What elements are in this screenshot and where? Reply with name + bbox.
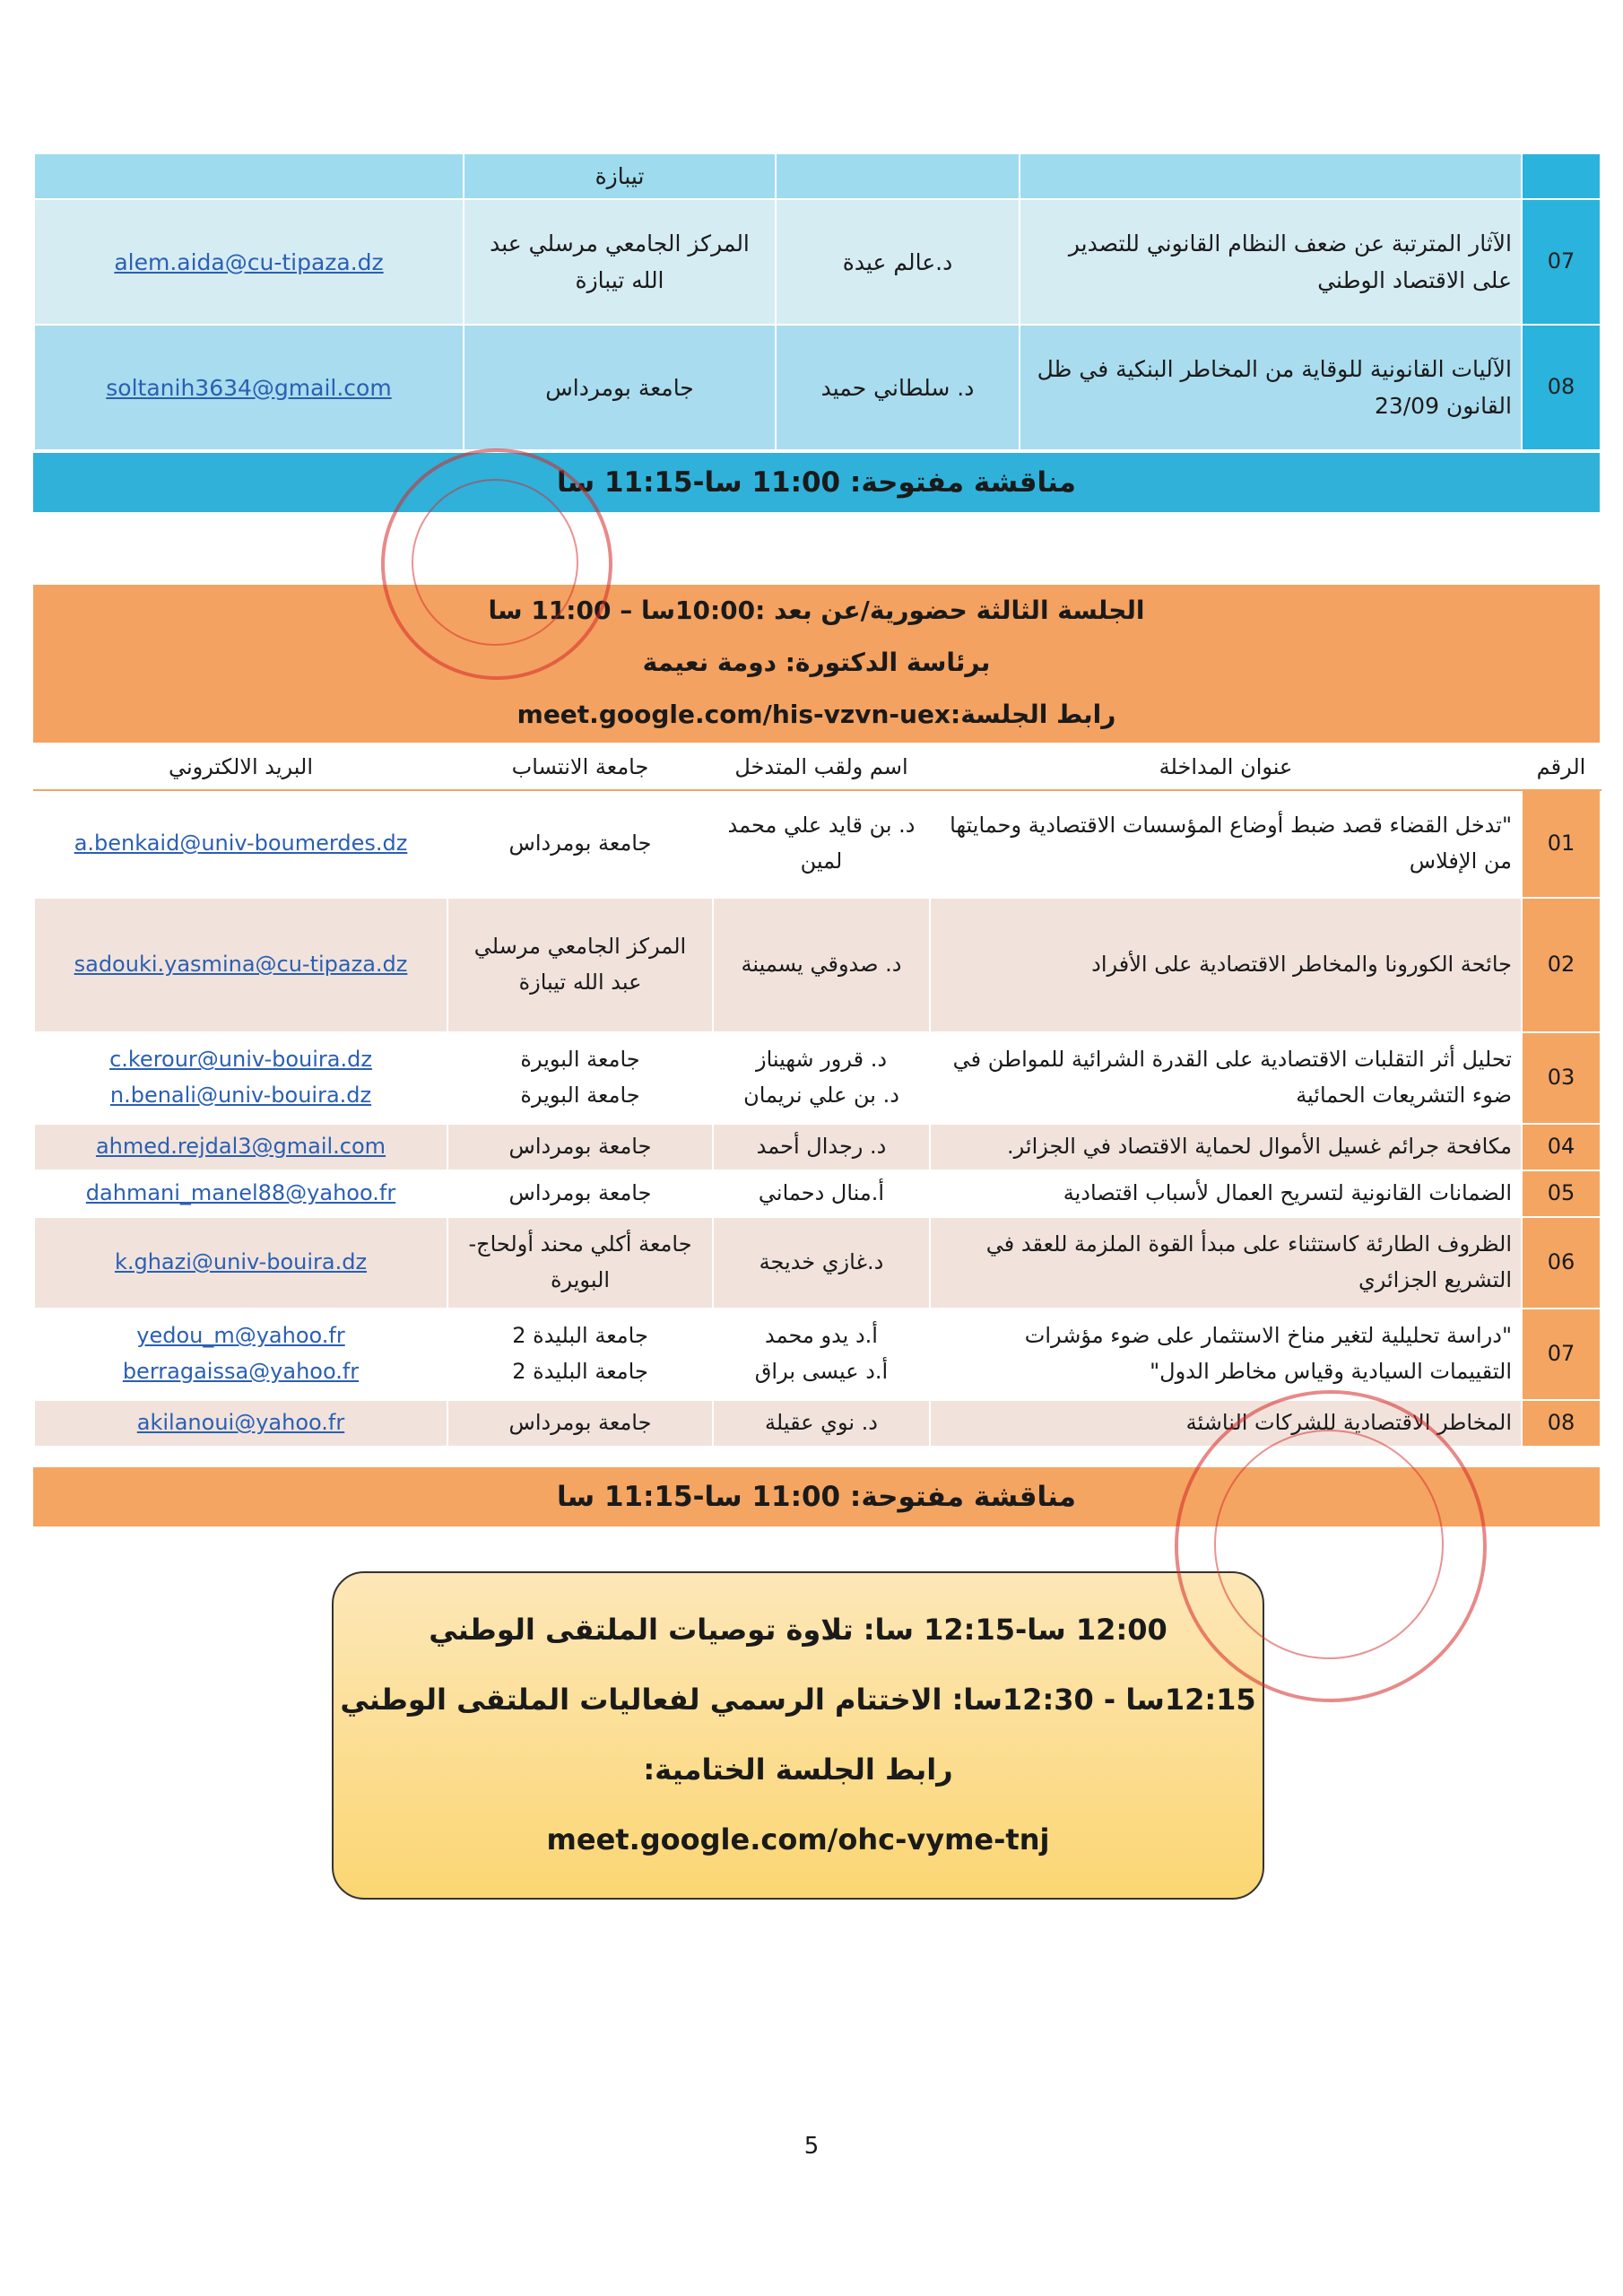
speaker-name: د. قرور شهيناز د. بن علي نريمان <box>713 1032 930 1124</box>
email-cell <box>34 325 464 450</box>
row-number: 03 <box>1522 1032 1601 1124</box>
speaker-name: د. سلطاني حميد <box>776 325 1020 450</box>
speaker-name <box>776 153 1020 199</box>
row-number: 07 <box>1522 1309 1601 1400</box>
affiliation: جامعة بومرداس <box>447 790 713 898</box>
speaker-name: د.غازي خديجة <box>713 1217 930 1309</box>
affiliation: جامعة بومرداس <box>464 325 776 450</box>
email-cell <box>34 1124 447 1170</box>
email-link[interactable]: a.benkaid@univ-boumerdes.dz <box>74 831 408 857</box>
closing-session-box <box>332 1571 1264 1900</box>
affiliation: جامعة البويرة جامعة البويرة <box>447 1032 713 1124</box>
session-link[interactable]: رابط الجلسة:meet.google.com/his-vzvn-uex <box>516 700 1116 729</box>
official-stamp-2 <box>1175 1390 1487 1702</box>
header-title: عنوان المداخلة <box>930 745 1522 790</box>
table-header-row <box>34 745 1601 790</box>
email-link[interactable]: sadouki.yasmina@cu-tipaza.dz <box>74 952 408 978</box>
closing-line-ceremony: 12:15سا - 12:30سا: الاختتام الرسمي لفعاليات الملتقى الوطني <box>340 1683 1256 1717</box>
talk-title: مكافحة جرائم غسيل الأموال لحماية الاقتصاد في الجزائر. <box>930 1124 1522 1170</box>
affiliation: جامعة بومرداس <box>447 1170 713 1217</box>
talk-title: الضمانات القانونية لتسريح العمال لأسباب اقتصادية <box>930 1170 1522 1217</box>
closing-link[interactable]: meet.google.com/ohc-vyme-tnj <box>546 1822 1050 1857</box>
affiliation: تيبازة <box>464 153 776 199</box>
email-cell <box>34 1400 447 1447</box>
speaker-name: د. صدوقي يسمينة <box>713 898 930 1032</box>
email-link[interactable]: dahmani_manel88@yahoo.fr <box>85 1180 396 1206</box>
email-link[interactable]: k.ghazi@univ-bouira.dz <box>114 1249 368 1275</box>
row-number: 05 <box>1522 1170 1601 1217</box>
talk-title: "تدخل القضاء قصد ضبط أوضاع المؤسسات الاقتصادية وحمايتها من الإفلاس <box>930 790 1522 898</box>
speaker-name: د. رجدال أحمد <box>713 1124 930 1170</box>
table-row <box>34 898 1601 1032</box>
header-number: الرقم <box>1522 745 1601 790</box>
row-number: 06 <box>1522 1217 1601 1309</box>
talk-title: الآثار المترتبة عن ضعف النظام القانوني للتصدير على الاقتصاد الوطني <box>1020 199 1522 325</box>
affiliation: جامعة بومرداس <box>447 1124 713 1170</box>
speaker-name: د.عالم عيدة <box>776 199 1020 325</box>
row-number: 08 <box>1522 325 1601 450</box>
header-affiliation: جامعة الانتساب <box>447 745 713 790</box>
speaker-name: د. نوي عقيلة <box>713 1400 930 1447</box>
closing-link-label: رابط الجلسة الختامية: <box>643 1752 953 1787</box>
talk-title: الآليات القانونية للوقاية من المخاطر البنكية في ظل القانون 23/09 <box>1020 325 1522 450</box>
talk-title: تحليل أثر التقلبات الاقتصادية على القدرة الشرائية للمواطن في ضوء التشريعات الحمائية <box>930 1032 1522 1124</box>
table-row <box>34 1124 1601 1170</box>
table-row <box>34 1032 1601 1124</box>
header-email: البريد الالكتروني <box>34 745 447 790</box>
email-link[interactable]: yedou_m@yahoo.fr <box>136 1323 345 1349</box>
email-link[interactable]: c.kerour@univ-bouira.dz <box>109 1047 372 1073</box>
session3-table <box>33 744 1601 1448</box>
email-cell <box>34 1032 447 1124</box>
row-number: 02 <box>1522 898 1601 1032</box>
table-row <box>34 790 1601 898</box>
email-cell <box>34 1217 447 1309</box>
talk-title <box>1020 153 1522 199</box>
table-row <box>34 1309 1601 1400</box>
row-number <box>1522 153 1601 199</box>
affiliation: جامعة البليدة 2 جامعة البليدة 2 <box>447 1309 713 1400</box>
official-stamp-1 <box>381 448 612 680</box>
email-link[interactable]: akilanoui@yahoo.fr <box>136 1410 345 1436</box>
email-cell <box>34 898 447 1032</box>
header-speaker: اسم ولقب المتدخل <box>713 745 930 790</box>
session-chair: برئاسة الدكتورة: دومة نعيمة <box>642 648 991 677</box>
email-cell <box>34 199 464 325</box>
table-row <box>34 1170 1601 1217</box>
table-row <box>34 1217 1601 1309</box>
session3-header <box>33 585 1600 743</box>
talk-title: المخاطر الاقتصادية للشركات الناشئة <box>930 1400 1522 1447</box>
session-title: الجلسة الثالثة حضورية/عن بعد :10:00سا – 11:00 سا <box>488 596 1145 625</box>
email <box>34 153 464 199</box>
email-link[interactable]: n.benali@univ-bouira.dz <box>109 1083 372 1108</box>
email-link[interactable]: ahmed.rejdal3@gmail.com <box>95 1134 386 1160</box>
affiliation: جامعة أكلي محند أولحاج-البويرة <box>447 1217 713 1309</box>
row-number: 01 <box>1522 790 1601 898</box>
email-cell <box>34 1170 447 1217</box>
table-row <box>34 325 1601 450</box>
email-cell <box>34 1309 447 1400</box>
email-link[interactable]: alem.aida@cu-tipaza.dz <box>114 248 384 275</box>
affiliation: المركز الجامعي مرسلي عبد الله تيبازة <box>464 199 776 325</box>
email-link[interactable]: berragaissa@yahoo.fr <box>122 1359 360 1384</box>
table-row <box>34 199 1601 325</box>
talk-title: الظروف الطارئة كاستثناء على مبدأ القوة الملزمة للعقد في التشريع الجزائري <box>930 1217 1522 1309</box>
table-row <box>34 153 1601 199</box>
speaker-name: أ.د يدو محمد أ.د عيسى براق <box>713 1309 930 1400</box>
open-discussion-banner: مناقشة مفتوحة: 11:00 سا-11:15 سا <box>33 1467 1600 1526</box>
open-discussion-banner: مناقشة مفتوحة: 11:00 سا-11:15 سا <box>33 453 1600 512</box>
speaker-name: أ.منال دحماني <box>713 1170 930 1217</box>
talk-title: جائحة الكورونا والمخاطر الاقتصادية على الأفراد <box>930 898 1522 1032</box>
affiliation: المركز الجامعي مرسلي عبد الله تيبازة <box>447 898 713 1032</box>
row-number: 08 <box>1522 1400 1601 1447</box>
page-number: 5 <box>803 2133 820 2160</box>
session2-table-continuation <box>33 152 1601 451</box>
closing-line-recommendations: 12:00 سا-12:15 سا: تلاوة توصيات الملتقى الوطني <box>429 1613 1167 1647</box>
talk-title: "دراسة تحليلية لتغير مناخ الاستثمار على ضوء مؤشرات التقييمات السيادية وقياس مخاطر الدول" <box>930 1309 1522 1400</box>
affiliation: جامعة بومرداس <box>447 1400 713 1447</box>
email-link[interactable]: soltanih3634@gmail.com <box>106 374 392 401</box>
row-number: 04 <box>1522 1124 1601 1170</box>
speaker-name: د. بن قايد علي محمد لمين <box>713 790 930 898</box>
email-cell <box>34 790 447 898</box>
row-number: 07 <box>1522 199 1601 325</box>
